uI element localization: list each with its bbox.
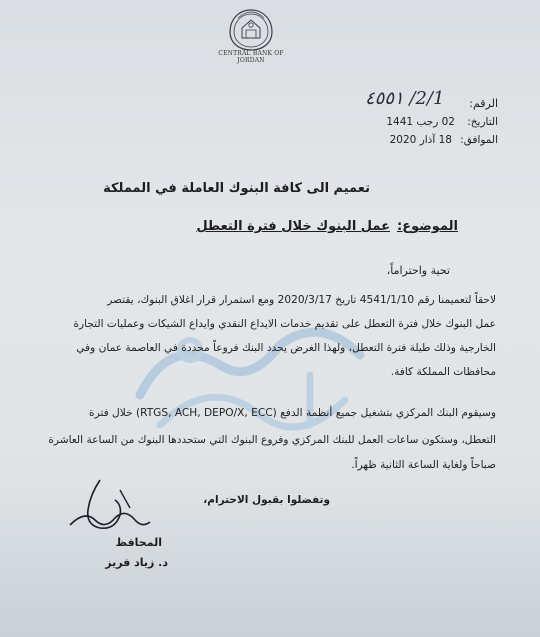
subject-text: عمل البنوك خلال فترة التعطل (196, 219, 390, 234)
closing-line: وتفضلوا بقبول الاحترام، (203, 494, 330, 506)
signatory-name: د. زياد فريز (105, 556, 168, 569)
date-label: التاريخ: (467, 116, 498, 128)
subject-label: الموضوع: (397, 219, 458, 234)
date-hijri: 02 رجب 1441 (386, 116, 455, 128)
greeting: تحية واحتراماً، (386, 264, 450, 277)
paragraph-2-line-3: صباحاً ولغاية الساعة الثانية ظهراً. (351, 459, 496, 471)
corresponding-label: الموافق: (460, 134, 498, 146)
logo-caption: CENTRAL BANK OF JORDAN (218, 50, 284, 64)
paragraph-1-line-1: لاحقاً لتعميمنا رقم 4541/1/10 تاريخ 2020/3/17 ومع استمرار قرار اغلاق البنوك، يقتصر (107, 294, 496, 306)
paragraph-1-line-4: محافظات المملكة كافة. (390, 366, 496, 378)
signatory-title: المحافظ (115, 536, 162, 549)
paragraph-2-line-1: وسيقوم البنك المركزي بتشغيل جميع أنظمة الدفع (RTGS, ACH, DEPO/X, ECC) خلال فترة (89, 407, 496, 419)
circular-recipients: تعميم الى كافة البنوك العاملة في المملكة (103, 181, 370, 196)
paragraph-2-line-2: التعطل، وستكون ساعات العمل للبنك المركزي وفروع البنوك التي ستحددها البنوك من الساعة العاشرة (48, 434, 496, 446)
reference-label: الرقم: (469, 97, 498, 110)
reference-number: ٤٥٥١ /2/1 (365, 88, 445, 109)
paragraph-1-line-2: عمل البنوك خلال فترة التعطل على تقديم خدمات الايداع النقدي وايداع الشيكات وعمليات التجارة (73, 318, 496, 330)
handwritten-signature-icon (60, 470, 155, 545)
paragraph-1-line-3: الخارجية وذلك طيلة فترة التعطل، ولهذا الغرض يحدد البنك فروعاً محددة في العاصمة عمان وفي (76, 342, 496, 354)
date-gregorian: 18 آذار 2020 (389, 134, 452, 146)
